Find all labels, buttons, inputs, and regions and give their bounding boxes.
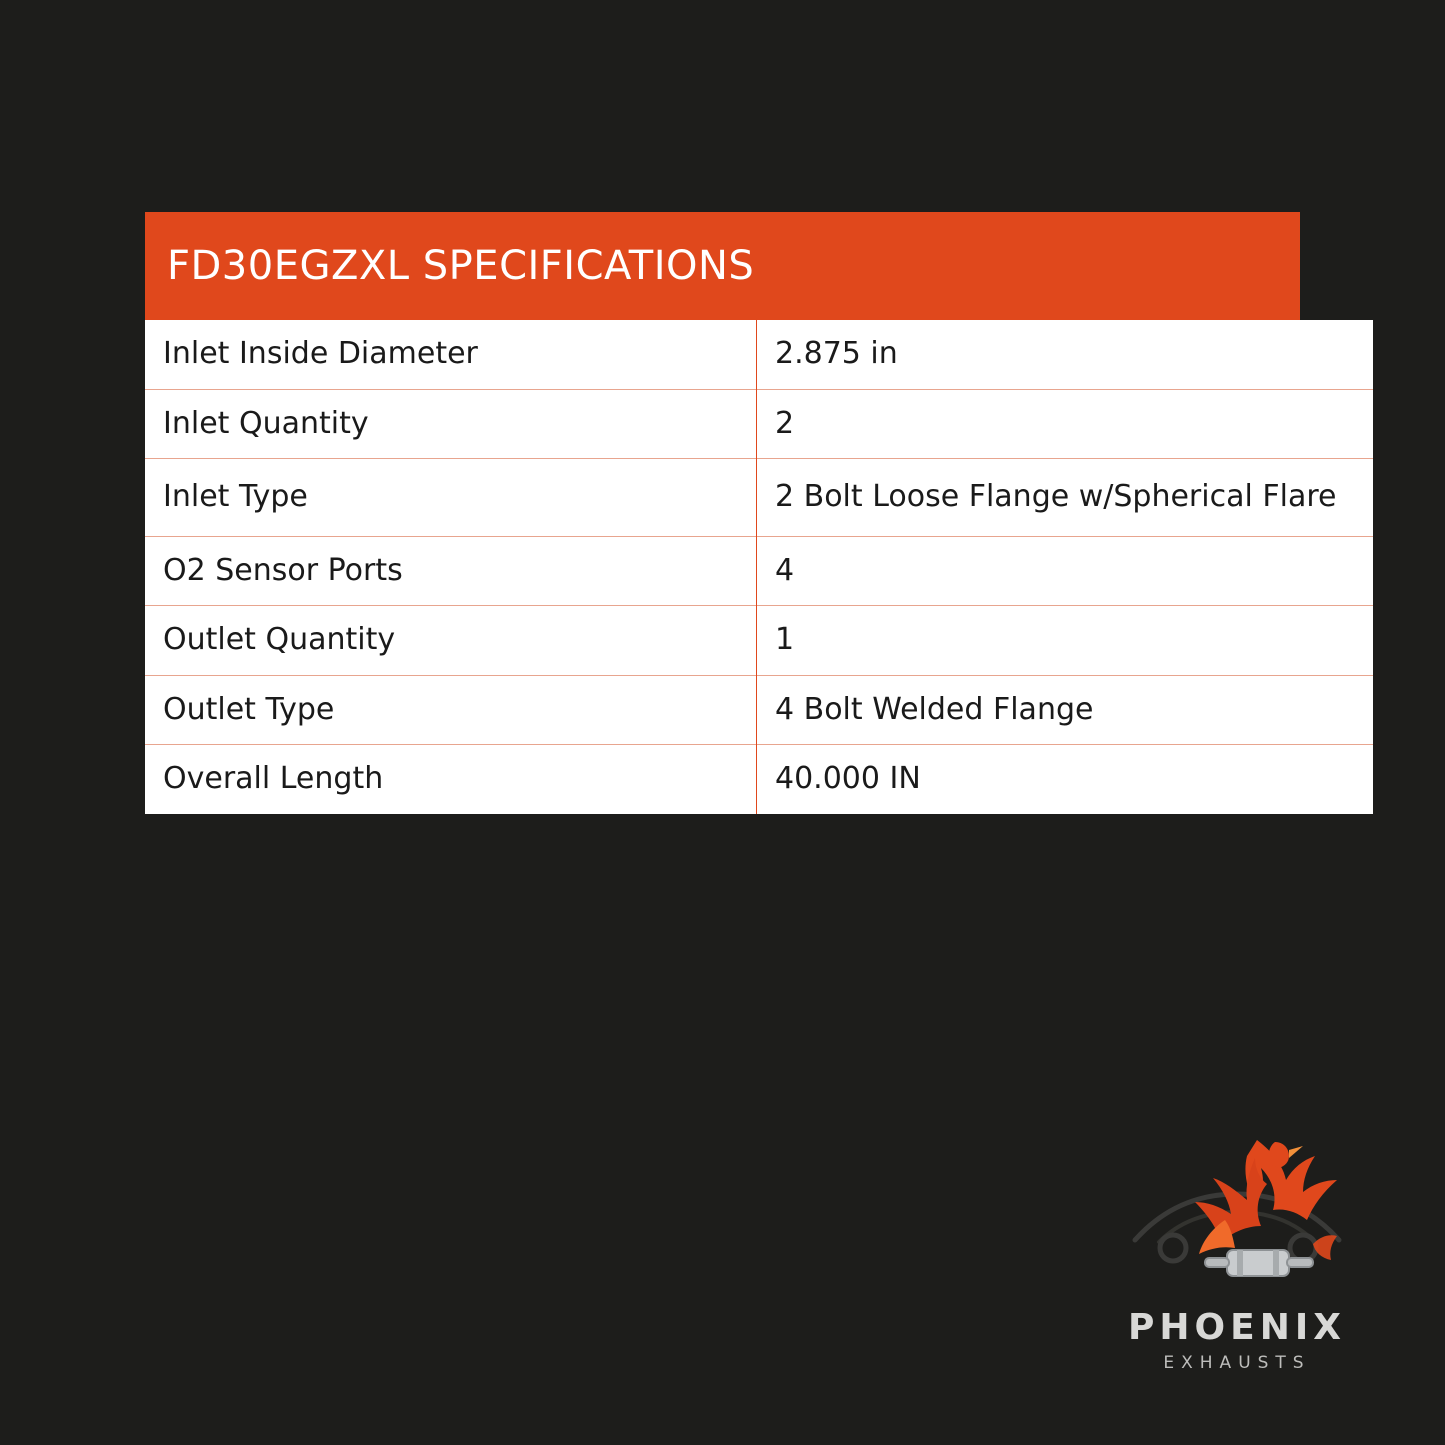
page-title: FD30EGZXL SPECIFICATIONS (167, 243, 755, 289)
specifications-card (145, 212, 1337, 814)
spec-value: 40.000 IN (775, 761, 921, 796)
spec-header (145, 212, 1300, 320)
spec-value: 4 (775, 552, 795, 588)
spec-value: 1 (775, 622, 795, 657)
spec-value: 4 Bolt Welded Flange (775, 691, 1094, 727)
brand-logo (1107, 1124, 1367, 1373)
spec-label: Outlet Type (145, 675, 757, 745)
table-row (145, 536, 1373, 606)
table-row (145, 459, 1373, 537)
spec-value: 2 Bolt Loose Flange w/Spherical Flare (775, 479, 1337, 514)
table-row (145, 745, 1373, 814)
spec-label: Inlet Type (145, 459, 757, 537)
spec-value: 2 (775, 405, 795, 441)
phoenix-bird-icon (1107, 1124, 1367, 1304)
table-row (145, 320, 1373, 389)
spec-value: 2.875 in (775, 336, 898, 371)
spec-label: O2 Sensor Ports (145, 536, 757, 606)
specifications-table (145, 320, 1373, 814)
spec-label: Outlet Quantity (145, 606, 757, 676)
brand-subtitle: EXHAUSTS (1163, 1353, 1311, 1373)
table-row (145, 389, 1373, 459)
brand-name: PHOENIX (1128, 1307, 1346, 1348)
spec-label: Inlet Quantity (145, 389, 757, 459)
table-row (145, 675, 1373, 745)
table-row (145, 606, 1373, 676)
spec-label: Overall Length (145, 745, 757, 814)
spec-label: Inlet Inside Diameter (145, 320, 757, 389)
